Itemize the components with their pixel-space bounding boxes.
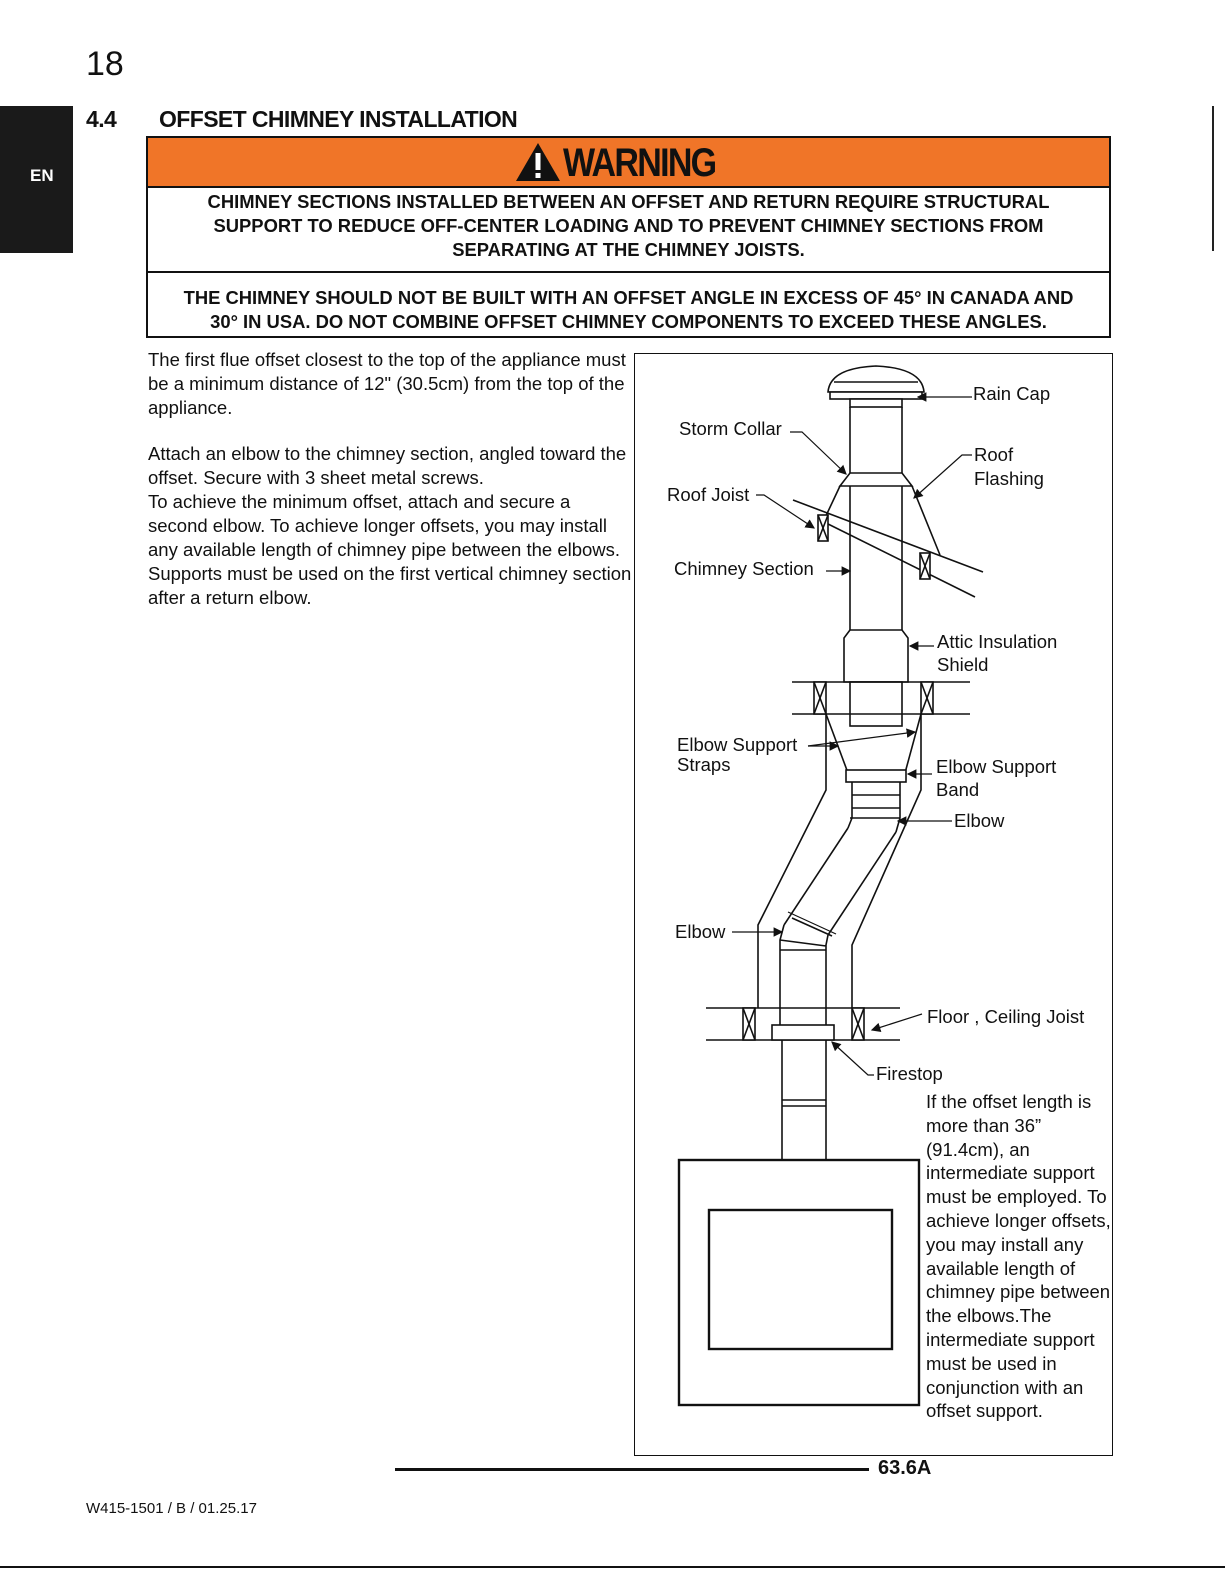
section-number: 4.4 (86, 106, 117, 132)
offset-support-note: If the offset length is more than 36” (91.4cm), an intermediate support must be employed. To achieve longer offsets, you may install any available length of chimney pipe between the elbows.The intermediate support must be used in conjunction with an offset support. (926, 1091, 1111, 1422)
section-title: OFFSET CHIMNEY INSTALLATION (159, 106, 518, 132)
elbow-upper (848, 808, 900, 832)
label-roof-flashing-line-1: Roof (974, 444, 1014, 465)
label-attic-shield-line-1: Attic Insulation (937, 631, 1058, 652)
warning-text-structural: CHIMNEY SECTIONS INSTALLED BETWEEN AN OFFSET AND RETURN REQUIRE STRUCTURAL SUPPORT TO REDUCE OFF-CENTER LOADING AND TO PREVENT CHIMNEY SECTIONS FROM SEPARATING AT THE CHIMNEY JOISTS. (207, 191, 1050, 260)
label-elbow-band-line-2: Band (936, 779, 980, 800)
instruction-paragraph-2: Attach an elbow to the chimney section, angled toward the offset. Secure with 3 sheet metal screws. (148, 443, 627, 488)
label-elbow-lower: Elbow (675, 921, 726, 942)
warning-title: WARNING (562, 141, 716, 185)
label-elbow-straps-line-2: Straps (677, 754, 731, 775)
elbow-lower (780, 925, 828, 950)
attic-insulation-shield (844, 630, 908, 726)
instruction-paragraph-1: The first flue offset closest to the top of the appliance must be a minimum distance of 12" (30.5cm) from the top of the appliance. (148, 349, 626, 418)
figure-id-rule (395, 1468, 869, 1471)
document-code: W415-1501 / B / 01.25.17 (86, 1500, 257, 1517)
warning-angles-line-2: 30° IN USA. DO NOT COMBINE OFFSET CHIMNEY COMPONENTS TO EXCEED THESE ANGLES. (210, 311, 1047, 332)
label-firestop: Firestop (876, 1063, 943, 1084)
chase-enclosure (758, 714, 921, 1008)
rain-cap (828, 366, 924, 407)
roof-flashing (824, 486, 940, 555)
chimney-section-upper (850, 407, 902, 630)
label-roof-joist: Roof Joist (667, 484, 750, 505)
firestop (772, 1025, 834, 1040)
label-roof-flashing-line-2: Flashing (974, 468, 1044, 489)
storm-collar (840, 473, 912, 486)
elbow-support-band (846, 770, 906, 808)
connector-pipe (782, 1040, 826, 1160)
label-chimney-section: Chimney Section (674, 558, 814, 579)
bottom-rule (0, 1566, 1225, 1568)
label-elbow-upper: Elbow (954, 810, 1005, 831)
appliance (679, 1160, 919, 1405)
chimney-section-lower (780, 950, 826, 1025)
language-tab-label: EN (30, 166, 54, 185)
label-elbow-band-line-1: Elbow Support (936, 756, 1057, 777)
label-elbow-straps-line-1: Elbow Support (677, 734, 798, 755)
instruction-paragraph-3: To achieve the minimum offset, attach and secure a second elbow. To achieve longer offsets, you may install any available length of chimney pipe between the elbows. Supports must be used on the first vertical chimney section after a return elbow. (148, 491, 632, 608)
label-storm-collar: Storm Collar (679, 418, 782, 439)
label-rain-cap: Rain Cap (973, 383, 1051, 404)
page-number: 18 (86, 45, 124, 83)
warning-angles-line-1: THE CHIMNEY SHOULD NOT BE BUILT WITH AN OFFSET ANGLE IN EXCESS OF 45° IN CANADA AND (183, 287, 1074, 308)
label-floor-ceiling-joist: Floor , Ceiling Joist (927, 1006, 1085, 1027)
label-attic-shield-line-2: Shield (937, 654, 989, 675)
figure-id: 63.6A (878, 1457, 932, 1479)
